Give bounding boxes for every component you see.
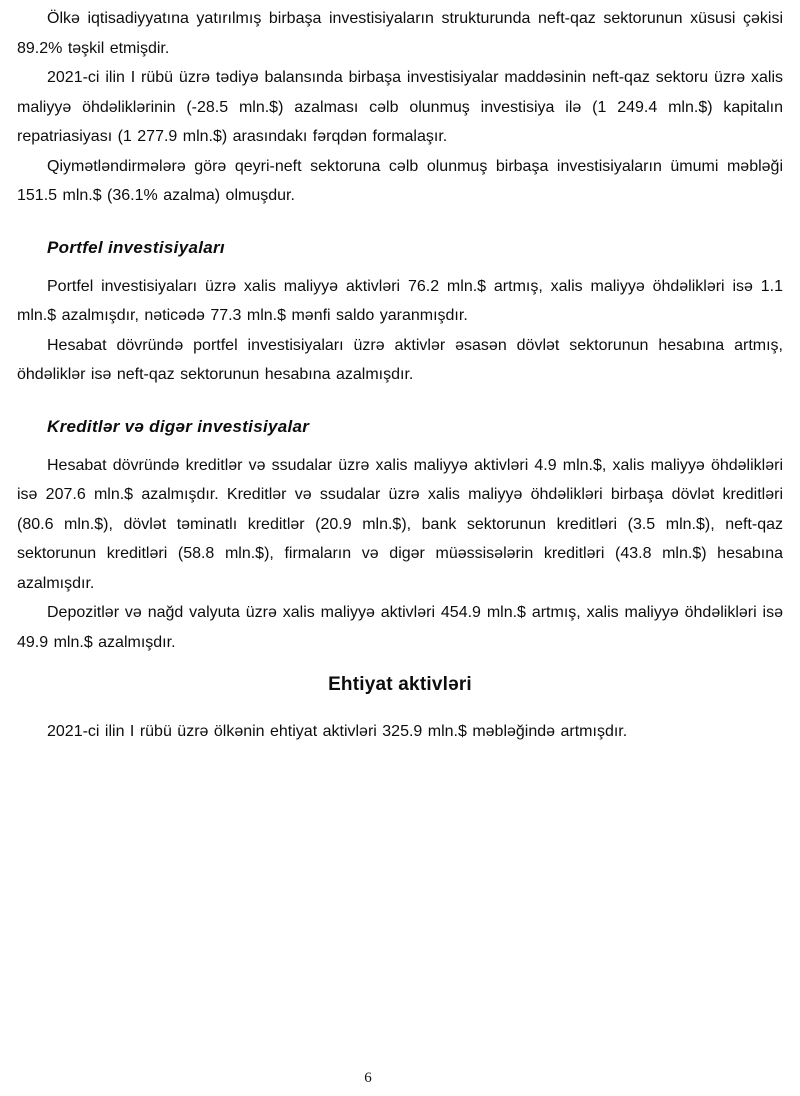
section-heading-kreditler: Kreditlər və digər investisiyalar xyxy=(47,416,310,436)
paragraph-intro-2: 2021-ci ilin I rübü üzrə tədiyə balansında birbaşa investisiyalar maddəsinin neft-qaz sektoru üzrə xalis maliyyə öhdəliklərinin (-28.5 mln.$) azalması cəlb olunmuş investisiya ilə (1 249.4 mln.$) kapitalın repatriasiyası (1 277.9 mln.$) arasındakı fərqdən formalaşır. xyxy=(17,69,783,145)
paragraph-ehtiyat-1: 2021-ci ilin I rübü üzrə ölkənin ehtiyat aktivləri 325.9 mln.$ məbləğində artmışdır. xyxy=(47,723,628,740)
section-heading-portfel: Portfel investisiyaları xyxy=(47,237,225,257)
section-heading-ehtiyat: Ehtiyat aktivləri xyxy=(328,674,472,695)
paragraph-kreditler-1: Hesabat dövründə kreditlər və ssudalar üzrə xalis maliyyə aktivləri 4.9 mln.$, xalis maliyyə öhdəlikləri isə 207.6 mln.$ azalmışdır. Kreditlər və ssudalar üzrə xalis maliyyə öhdəlikləri birbaşa dövlət kreditləri (80.6 mln.$), dövlət təminatlı kreditlər (20.9 mln.$), bank sektorunun kreditləri (3.5 mln.$), neft-qaz sektorunun kreditləri (58.8 mln.$), firmaların və digər müəssisələrin kreditləri (43.8 mln.$) hesabına azalmışdır. xyxy=(17,456,783,592)
page-number: 6 xyxy=(364,1070,372,1086)
paragraph-kreditler-2: Depozitlər və nağd valyuta üzrə xalis maliyyə aktivləri 454.9 mln.$ artmış, xalis maliyyə öhdəlikləri isə 49.9 mln.$ azalmışdır. xyxy=(17,604,783,651)
paragraph-intro-3: Qiymətləndirmələrə görə qeyri-neft sektoruna cəlb olunmuş birbaşa investisiyaların ümumi məbləği 151.5 mln.$ (36.1% azalma) olmuşdur. xyxy=(17,157,783,204)
paragraph-portfel-2: Hesabat dövründə portfel investisiyaları üzrə aktivlər əsasən dövlət sektorunun hesabına artmış, öhdəliklər isə neft-qaz sektorunun hesabına azalmışdır. xyxy=(17,336,783,383)
paragraph-intro-1: Ölkə iqtisadiyyatına yatırılmış birbaşa investisiyaların strukturunda neft-qaz sektorunun xüsusi çəkisi 89.2% təşkil etmişdir. xyxy=(17,10,783,57)
paragraph-portfel-1: Portfel investisiyaları üzrə xalis maliyyə aktivləri 76.2 mln.$ artmış, xalis maliyyə öhdəlikləri isə 1.1 mln.$ azalmışdır, nəticədə 77.3 mln.$ mənfi saldo yaranmışdır. xyxy=(17,277,783,324)
